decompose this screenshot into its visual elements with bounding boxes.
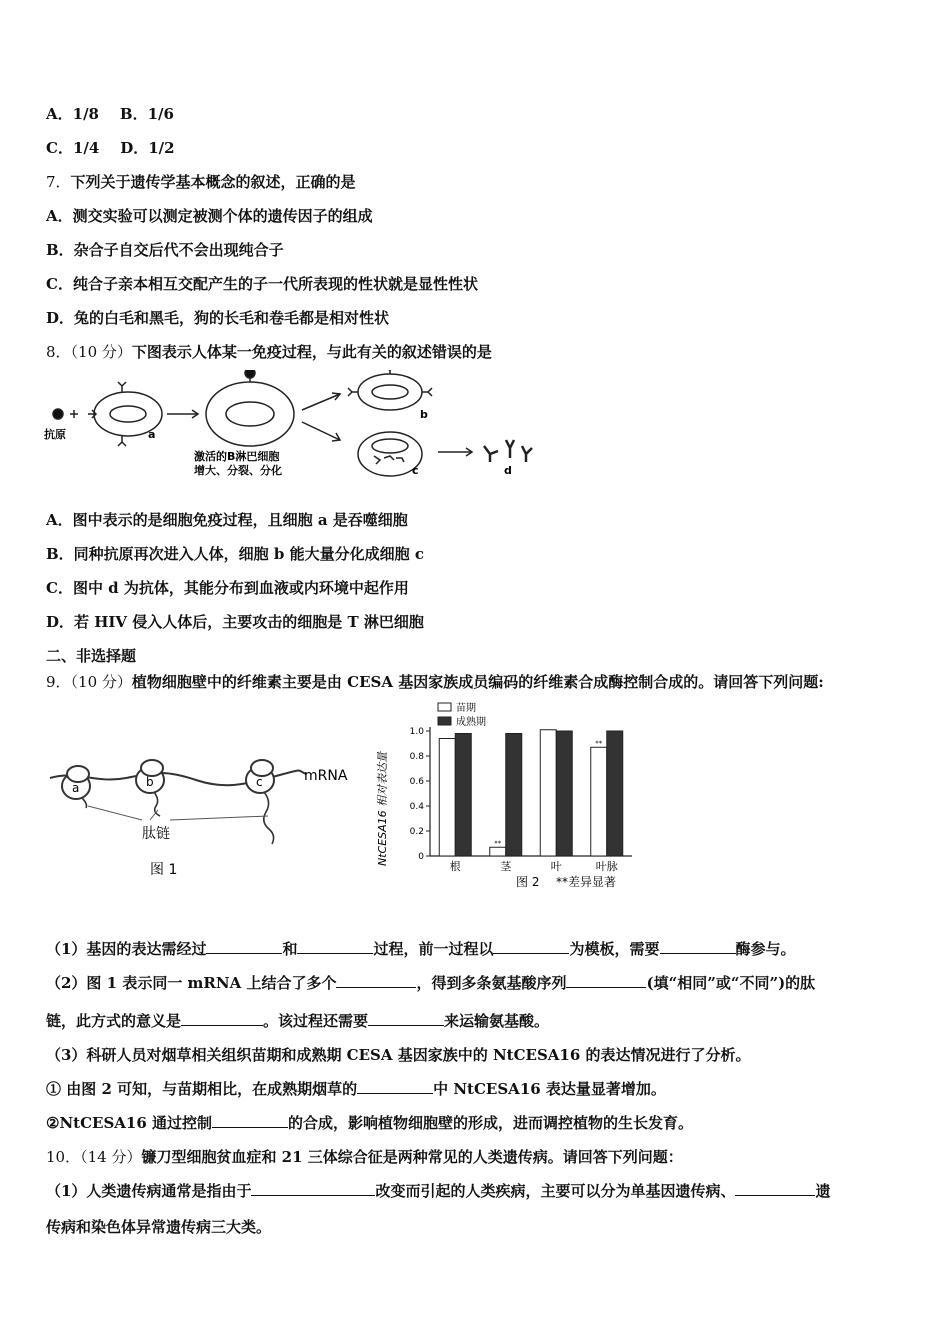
q9-stem bbox=[46, 671, 824, 692]
chart-ylabel: NtCESA16 相对表达量 bbox=[376, 751, 389, 866]
q9-part3: （3）科研人员对烟草相关组织苗期和成熟期 CESA 基因家族中的 NtCESA16 的表达情况进行了分析。 bbox=[46, 1046, 751, 1064]
blank-11[interactable] bbox=[251, 1181, 375, 1196]
q6-options-cd bbox=[46, 137, 175, 158]
blank-7[interactable] bbox=[181, 1011, 263, 1026]
section-heading: 二、非选择题 bbox=[46, 647, 137, 665]
blank-4[interactable] bbox=[660, 939, 736, 954]
y-tick-label: 0.4 bbox=[409, 802, 424, 812]
y-tick-label: 0.6 bbox=[409, 777, 424, 787]
legend-label-mature: 成熟期 bbox=[456, 717, 486, 728]
fig1-label-a: a bbox=[72, 781, 80, 795]
immune-process-figure bbox=[40, 370, 550, 485]
q9-p2-text-c: (填“相同”或“不同”)的肽 bbox=[646, 974, 816, 992]
q7-option-c: C．纯合子亲本相互交配产生的子一代所表现的性状就是显性性状 bbox=[46, 275, 478, 293]
q7-number: 7． bbox=[46, 173, 71, 191]
significance-mark: ** bbox=[595, 739, 603, 748]
fig1-peptide-label: 肽链 bbox=[142, 826, 170, 842]
legend-swatch-seedling bbox=[438, 703, 451, 711]
fig1-label-c: c bbox=[256, 775, 263, 789]
q10-p1-text-c: 遗 bbox=[815, 1182, 831, 1200]
q9-p2-text-f: 来运输氨基酸。 bbox=[444, 1012, 550, 1030]
q6-option-b: B．1/6 bbox=[119, 105, 174, 123]
q8-number: 8．（10 分） bbox=[46, 343, 132, 361]
q9-p1-text-e: 酶参与。 bbox=[735, 940, 796, 958]
legend-label-seedling: 苗期 bbox=[456, 703, 476, 714]
bar-mature bbox=[607, 731, 623, 856]
q10-text: 镰刀型细胞贫血症和 21 三体综合征是两种常见的人类遗传病。请回答下列问题： bbox=[141, 1148, 683, 1166]
fig1-caption: 图 1 bbox=[150, 862, 178, 878]
x-tick-label: 根 bbox=[449, 860, 461, 873]
q9-p1-text-b: 和 bbox=[282, 940, 298, 958]
q9-p4-text-b: 中 NtCESA16 表达量显著增加。 bbox=[433, 1080, 666, 1098]
legend-swatch-mature bbox=[438, 717, 451, 725]
q9-p2-text-b: ，得到多条氨基酸序列 bbox=[416, 974, 567, 992]
q8-option-c: C．图中 d 为抗体，其能分布到血液或内环境中起作用 bbox=[46, 579, 409, 597]
q7-text: 下列关于遗传学基本概念的叙述，正确的是 bbox=[70, 173, 356, 191]
bar-seedling bbox=[490, 847, 506, 856]
q7-option-a: A．测交实验可以测定被测个体的遗传因子的组成 bbox=[46, 207, 373, 225]
q10-p1-text-b: 改变而引起的人类疾病，主要可以分为单基因遗传病、 bbox=[375, 1182, 736, 1200]
q10-part1 bbox=[46, 1180, 830, 1201]
q9-part3-2 bbox=[46, 1112, 693, 1133]
q10-stem bbox=[46, 1146, 683, 1167]
bar-seedling bbox=[439, 739, 455, 857]
chart-note: **差异显著 bbox=[556, 875, 617, 889]
label-c: c bbox=[412, 464, 419, 477]
q6-option-d: D．1/2 bbox=[120, 139, 175, 157]
q9-part2-cont bbox=[46, 1010, 549, 1031]
q9-p1-text-a: （1）基因的表达需经过 bbox=[46, 940, 207, 958]
translation-figure bbox=[46, 740, 366, 890]
activated-b-cell bbox=[206, 382, 294, 446]
label-d: d bbox=[504, 464, 512, 477]
blank-3[interactable] bbox=[493, 939, 569, 954]
q9-part2 bbox=[46, 972, 815, 993]
q9-p2-text-d: 链，此方式的意义是 bbox=[46, 1012, 182, 1030]
q9-p4-text-a: ① 由图 2 可知，与苗期相比，在成熟期烟草的 bbox=[46, 1080, 358, 1098]
q8-option-d: D．若 HIV 侵入人体后，主要攻击的细胞是 T 淋巴细胞 bbox=[46, 613, 424, 631]
q7-option-b: B．杂合子自交后代不会出现纯合子 bbox=[46, 241, 284, 259]
q10-p1-text-a: （1）人类遗传病通常是指由于 bbox=[46, 1182, 252, 1200]
blank-12[interactable] bbox=[735, 1181, 815, 1196]
q9-part1 bbox=[46, 938, 796, 959]
blank-2[interactable] bbox=[297, 939, 373, 954]
y-tick-label: 0.8 bbox=[409, 752, 424, 762]
antigen-dot bbox=[53, 409, 63, 419]
q6-option-a: A．1/8 bbox=[46, 105, 99, 123]
y-tick-label: 1.0 bbox=[409, 727, 424, 737]
caption-line1: 激活的B淋巴细胞 bbox=[194, 450, 280, 463]
blank-9[interactable] bbox=[357, 1079, 433, 1094]
q9-p5-text-b: 的合成，影响植物细胞壁的形成，进而调控植物的生长发育。 bbox=[288, 1114, 694, 1132]
chart-caption: 图 2 bbox=[516, 875, 540, 889]
bar-seedling bbox=[540, 730, 556, 856]
q9-p5-text-a: ②NtCESA16 通过控制 bbox=[46, 1114, 213, 1132]
antigen-label: 抗原 bbox=[44, 428, 66, 441]
q7-option-d: D．兔的白毛和黑毛，狗的长毛和卷毛都是相对性状 bbox=[46, 309, 390, 327]
blank-8[interactable] bbox=[368, 1011, 444, 1026]
bar-seedling bbox=[591, 747, 607, 856]
q9-part3-1 bbox=[46, 1078, 666, 1099]
blank-1[interactable] bbox=[206, 939, 282, 954]
x-tick-label: 叶 bbox=[550, 860, 562, 873]
q9-p1-text-d: 为模板，需要 bbox=[569, 940, 660, 958]
x-tick-label: 茎 bbox=[500, 860, 512, 873]
fig1-mrna-label: mRNA bbox=[304, 768, 348, 784]
caption-line2: 增大、分裂、分化 bbox=[194, 464, 282, 477]
q6-option-c: C．1/4 bbox=[46, 139, 100, 157]
expression-bar-chart bbox=[370, 696, 660, 896]
bar-mature bbox=[556, 731, 572, 856]
cell-b bbox=[358, 374, 422, 410]
q9-number: 9．（10 分） bbox=[46, 673, 132, 691]
q9-p1-text-c: 过程，前一过程以 bbox=[373, 940, 494, 958]
bar-mature bbox=[455, 734, 471, 857]
q6-options-ab bbox=[46, 103, 174, 124]
blank-6[interactable] bbox=[566, 973, 646, 988]
x-tick-label: 叶脉 bbox=[595, 860, 618, 873]
antibody-d bbox=[484, 440, 532, 462]
fig1-label-b: b bbox=[146, 775, 154, 789]
blank-10[interactable] bbox=[212, 1113, 288, 1128]
bar-mature bbox=[506, 734, 522, 857]
q7-stem bbox=[46, 171, 356, 192]
y-tick-label: 0 bbox=[418, 852, 424, 862]
q10-number: 10．（14 分） bbox=[46, 1148, 142, 1166]
legend bbox=[438, 701, 486, 728]
q8-option-b: B．同种抗原再次进入人体，细胞 b 能大量分化成细胞 c bbox=[46, 545, 424, 563]
q8-stem bbox=[46, 341, 492, 362]
q8-text: 下图表示人体某一免疫过程，与此有关的叙述错误的是 bbox=[131, 343, 492, 361]
q9-p2-text-e: 。该过程还需要 bbox=[263, 1012, 369, 1030]
q9-text: 植物细胞壁中的纤维素主要是由 CESA 基因家族成员编码的纤维素合成酶控制合成的。请回答下列问题: bbox=[131, 673, 824, 691]
blank-5[interactable] bbox=[336, 973, 416, 988]
y-tick-label: 0.2 bbox=[409, 827, 424, 837]
label-a: a bbox=[148, 428, 156, 441]
q9-p2-text-a: （2）图 1 表示同一 mRNA 上结合了多个 bbox=[46, 974, 337, 992]
label-b: b bbox=[420, 408, 428, 421]
q8-option-a: A．图中表示的是细胞免疫过程，且细胞 a 是吞噬细胞 bbox=[46, 511, 408, 529]
q10-part1-cont: 传病和染色体异常遗传病三大类。 bbox=[46, 1218, 272, 1236]
significance-mark: ** bbox=[494, 839, 502, 848]
